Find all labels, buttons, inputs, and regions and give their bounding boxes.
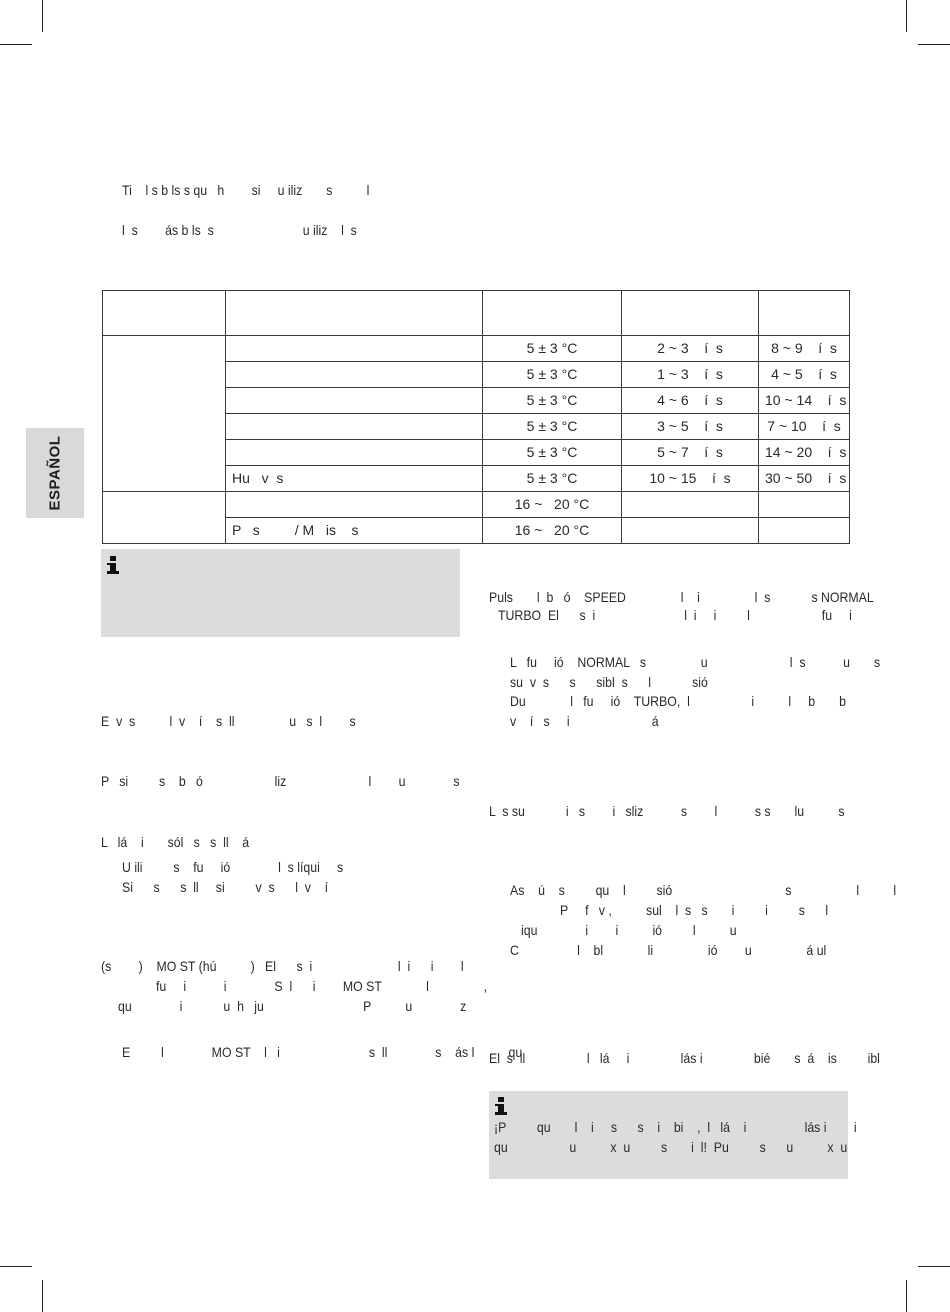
table-header-cell [483, 291, 622, 336]
duration-cell: 30 ~ 50 í s [759, 466, 850, 492]
duration-cell: 10 ~ 14 í s [759, 388, 850, 414]
product-cell: P s / M is s [226, 518, 483, 544]
temperature-cell: 5 ± 3 °C [483, 440, 622, 466]
paragraph: qu i u h ju P u z [118, 998, 467, 1014]
temperature-cell: 5 ± 3 °C [483, 336, 622, 362]
duration-cell: 1 ~ 3 í s [622, 362, 759, 388]
language-tab [26, 428, 84, 518]
bullet-item: L fu ió NORMAL s u l s u s [510, 654, 881, 670]
duration-cell: 7 ~ 10 í s [759, 414, 850, 440]
bullet-item: U ili s fu ió l s líqui s [122, 859, 344, 875]
note-text: ¡P qu l i s s i bi , l lá i lás i i [494, 1119, 857, 1135]
product-cell [226, 362, 483, 388]
language-tab-label: ESPAÑOL [46, 435, 64, 511]
temperature-cell: 5 ± 3 °C [483, 414, 622, 440]
paragraph: L lá i sól s s ll á [101, 834, 250, 850]
duration-cell: 10 ~ 15 í s [622, 466, 759, 492]
bullet-item: iqu i i ió l u [521, 922, 737, 938]
product-cell [226, 336, 483, 362]
crop-mark [906, 1280, 907, 1312]
crop-mark [0, 1266, 32, 1267]
product-cell [226, 492, 483, 518]
table-header-cell [759, 291, 850, 336]
crop-mark [906, 0, 907, 32]
bullet-item: P f v , sul l s s i i s l [560, 902, 829, 918]
paragraph: (s ) MO ST (hú ) El s i l i i l [101, 958, 464, 974]
paragraph: TURBO El s i l i i l fu i [498, 607, 852, 623]
paragraph: P si s b ó liz l u s [101, 773, 460, 789]
product-cell [226, 414, 483, 440]
info-icon [494, 1097, 508, 1117]
table-header-row [103, 291, 850, 336]
product-cell: Hu v s [226, 466, 483, 492]
bullet-item: v í s i á [510, 713, 659, 729]
temperature-cell: 16 ~ 20 °C [483, 518, 622, 544]
product-cell [226, 388, 483, 414]
duration-cell: 4 ~ 6 í s [622, 388, 759, 414]
info-icon [106, 556, 120, 576]
table-row [103, 492, 850, 518]
bullet-item: As ú s qu l sió s l l [510, 882, 897, 898]
crop-mark [918, 1266, 950, 1267]
category-cell [103, 336, 226, 492]
crop-mark [918, 44, 950, 45]
duration-cell [622, 518, 759, 544]
bullet-item: C l bl li ió u á ul [510, 942, 827, 958]
paragraph: E v s l v í s ll u s l s [101, 713, 356, 729]
bullet-item: Si s s ll si v s l v í [122, 879, 329, 895]
duration-cell [759, 518, 850, 544]
temperature-cell: 16 ~ 20 °C [483, 492, 622, 518]
duration-cell: 5 ~ 7 í s [622, 440, 759, 466]
duration-cell: 14 ~ 20 í s [759, 440, 850, 466]
crop-mark [42, 1280, 43, 1312]
table-header-cell [622, 291, 759, 336]
duration-cell [759, 492, 850, 518]
temperature-cell: 5 ± 3 °C [483, 362, 622, 388]
duration-cell [622, 492, 759, 518]
bullet-item: Du l fu ió TURBO, l i l b b [510, 693, 846, 709]
paragraph: E l MO ST l i s ll s ás l qu [122, 1044, 523, 1060]
info-note-box [101, 549, 460, 637]
storage-table [102, 290, 850, 544]
paragraph: fu i i S l i MO ST l , [156, 978, 488, 994]
bullet-item: su v s s sibl s l sió [510, 674, 708, 690]
paragraph: L s su i s i sliz s l s s lu s [489, 803, 845, 819]
intro-line: Ti l s b ls s qu h si u iliz s l [122, 182, 370, 198]
duration-cell: 3 ~ 5 í s [622, 414, 759, 440]
intro-line: l s ás b ls s u iliz l s [122, 222, 357, 238]
note-text: qu u x u s i l! Pu s u x u [494, 1139, 848, 1155]
paragraph: El s ll l lá i lás i bié s á is ibl [489, 1050, 880, 1066]
duration-cell: 8 ~ 9 í s [759, 336, 850, 362]
crop-mark [0, 44, 32, 45]
category-cell [103, 492, 226, 544]
product-cell [226, 440, 483, 466]
table-row [103, 336, 850, 362]
crop-mark [42, 0, 43, 32]
temperature-cell: 5 ± 3 °C [483, 466, 622, 492]
paragraph: Puls l b ó SPEED l i l s s NORMAL [489, 589, 874, 605]
duration-cell: 4 ~ 5 í s [759, 362, 850, 388]
duration-cell: 2 ~ 3 í s [622, 336, 759, 362]
temperature-cell: 5 ± 3 °C [483, 388, 622, 414]
table-header-cell [226, 291, 483, 336]
table-header-cell [103, 291, 226, 336]
